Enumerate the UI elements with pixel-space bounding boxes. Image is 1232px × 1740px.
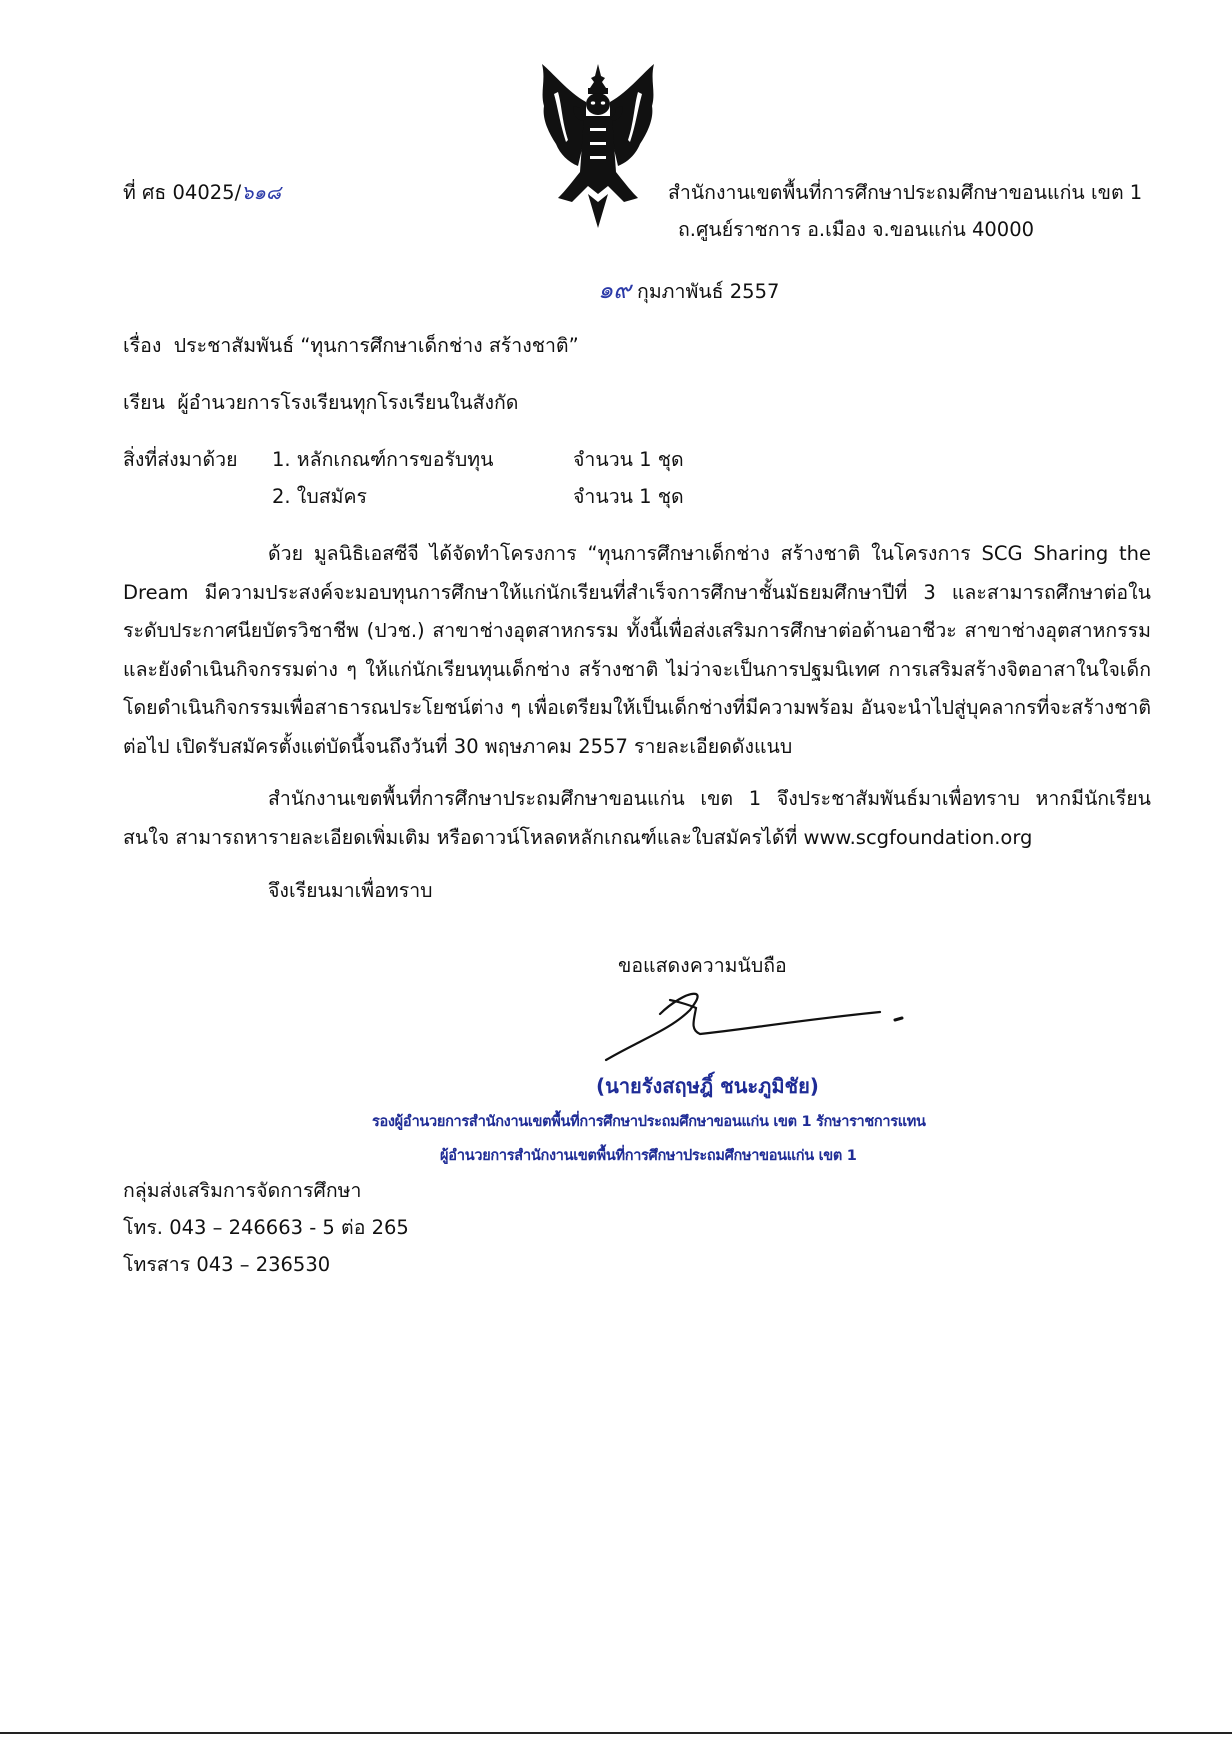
office-address: ถ.ศูนย์ราชการ อ.เมือง จ.ขอนแก่น 40000 (678, 218, 1035, 241)
subject-label: เรื่อง (123, 334, 162, 357)
enclosure-item-1-qty: จำนวน 1 ชุด (573, 448, 684, 471)
reference-handwritten-number: ๖๑๘ (241, 181, 281, 204)
scan-bottom-edge (0, 1732, 1232, 1734)
footer-fax: โทรสาร 043 – 236530 (123, 1253, 331, 1276)
handwritten-signature (600, 990, 920, 1070)
closing-line: จึงเรียนมาเพื่อทราบ (268, 879, 433, 902)
enclosure-item-2-qty: จำนวน 1 ชุด (573, 485, 684, 508)
garuda-seal-emblem (538, 62, 658, 230)
enclosures-label: สิ่งที่ส่งมาด้วย (123, 448, 238, 471)
enclosure-item-2-name: 2. ใบสมัคร (272, 485, 367, 508)
body-paragraph-1: ด้วย มูลนิธิเอสซีจี ได้จัดทำโครงการ “ทุนการศึกษาเด็กช่าง สร้างชาติ ในโครงการ SCG Sharing the Dream มีความประสงค์จะมอบทุนการศึกษาให้แก่นักเรียนที่สำเร็จการศึกษาชั้นมัธยมศึกษาปีที่ 3 และสามารถศึกษาต่อในระดับประกาศนียบัตรวิชาชีพ (ปวช.) สาขาช่างอุตสาหกรรม ทั้งนี้เพื่อส่งเสริมการศึกษาต่อด้านอาชีวะ สาขาช่างอุตสาหกรรม และยังดำเนินกิจกรรมต่าง ๆ ให้แก่นักเรียนทุนเด็กช่าง สร้างชาติ ไม่ว่าจะเป็นการปฐมนิเทศ การเสริมสร้างจิตอาสาในใจเด็ก โดยดำเนินกิจกรรมเพื่อสาธารณประโยชน์ต่าง ๆ เพื่อเตรียมให้เป็นเด็กช่างที่มีความพร้อม อันจะนำไปสู่บุคลากรที่จะสร้างชาติต่อไป เปิดรับสมัครตั้งแต่บัดนี้จนถึงวันที่ 30 พฤษภาคม 2557 รายละเอียดดังแนบ (123, 542, 1151, 758)
recipient-line (123, 390, 518, 416)
recipient-label: เรียน (123, 391, 165, 414)
subject-line (123, 333, 579, 359)
subject-text: ประชาสัมพันธ์ “ทุนการศึกษาเด็กช่าง สร้างชาติ” (173, 334, 579, 357)
footer-department: กลุ่มส่งเสริมการจัดการศึกษา (123, 1179, 362, 1202)
body-paragraph-2: สำนักงานเขตพื้นที่การศึกษาประถมศึกษาขอนแก่น เขต 1 จึงประชาสัมพันธ์มาเพื่อทราบ หากมีนักเรียนสนใจ สามารถหารายละเอียดเพิ่มเติม หรือดาวน์โหลดหลักเกณฑ์และใบสมัครได้ที่ www.scgfoundation.org (123, 787, 1151, 849)
signatory-position-2: ผู้อำนวยการสำนักงานเขตพื้นที่การศึกษาประถมศึกษาขอนแก่น เขต 1 (440, 1148, 857, 1164)
recipient-text: ผู้อำนวยการโรงเรียนทุกโรงเรียนในสังกัด (177, 391, 519, 414)
office-name: สำนักงานเขตพื้นที่การศึกษาประถมศึกษาขอนแก่น เขต 1 (668, 181, 1143, 204)
regards-line: ขอแสดงความนับถือ (618, 954, 787, 977)
reference-prefix: ที่ ศธ 04025/ (123, 181, 242, 204)
enclosure-item-1-name: 1. หลักเกณฑ์การขอรับทุน (272, 448, 494, 471)
reference-number (123, 180, 281, 206)
signatory-position-1: รองผู้อำนวยการสำนักงานเขตพื้นที่การศึกษาประถมศึกษาขอนแก่น เขต 1 รักษาราชการแทน (372, 1114, 926, 1130)
date-day-handwritten: ๑๙ (598, 276, 631, 304)
date-month-year: กุมภาพันธ์ 2557 (637, 280, 780, 303)
letter-date (598, 277, 779, 305)
signatory-name: (นายรังสฤษฎิ์ ชนะภูมิชัย) (596, 1074, 819, 1098)
footer-phone: โทร. 043 – 246663 - 5 ต่อ 265 (123, 1216, 409, 1239)
